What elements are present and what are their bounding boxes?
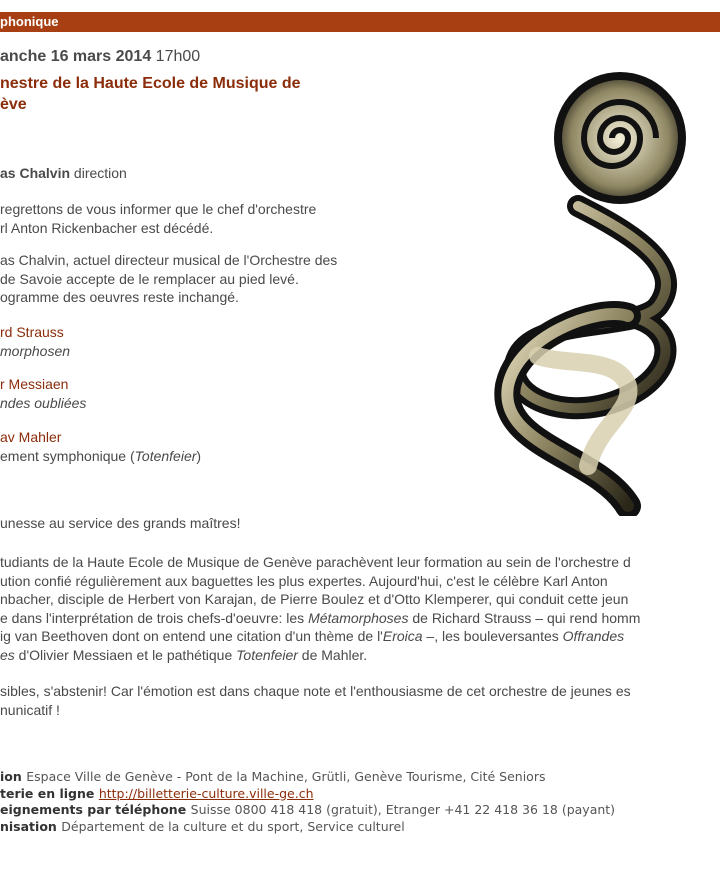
- program-item: [0, 375, 86, 412]
- info-row-phone: eignements par téléphone Suisse 0800 418 418 (gratuit), Etranger +41 22 418 36 18 (payant): [0, 802, 616, 817]
- notice-line: as Chalvin, actuel directeur musical de l'Orchestre des: [0, 252, 338, 268]
- composer-name: rd Strauss: [0, 324, 64, 340]
- info-row-organisation: nisation Département de la culture et du sport, Service culturel: [0, 818, 405, 834]
- conductor-role: direction: [73, 165, 127, 181]
- concert-date: [0, 48, 200, 66]
- time-text: 17h00: [155, 48, 201, 65]
- description-heading: unesse au service des grands maîtres!: [0, 515, 241, 531]
- notice-line: rl Anton Rickenbacher est décédé.: [0, 219, 214, 236]
- work-title: morphosen: [0, 342, 71, 359]
- composer-name: av Mahler: [0, 429, 62, 445]
- info-row-ticketing: terie en ligne http://billetterie-culture.ville-ge.ch: [0, 785, 314, 801]
- info-row-location: ion Espace Ville de Genève - Pont de la Machine, Grütli, Genève Tourisme, Cité Seniors: [0, 769, 546, 784]
- info-block: [0, 769, 615, 835]
- notice-line: regrettons de vous informer que le chef d'orchestre: [0, 201, 317, 217]
- direction: [0, 164, 127, 183]
- description-paragraph-1: tudiants de la Haute Ecole de Musique de Genève parachèvent leur formation au sein de l'orchestre d ution confié régulièrement aux baguettes les plus expertes. Aujourd'hui, c'est le célèbre Karl Anton nbacher, disciple de Herbert von Karajan, de Pierre Boulez et d'Otto Klemperer, qui conduit cette jeun e dans l'interprétation de trois chefs-d'oeuvre: les Métamorphoses de Richard Strauss – qui rend homm ig van Beethoven dont on entend une citation d'un thème de l'Eroica –, les bouleversantes Offrandes es d'Olivier Messiaen et le pathétique Totenfeier de Mahler.: [0, 554, 641, 663]
- date-text: anche 16 mars 2014: [0, 48, 152, 65]
- notice-line: de Savoie accepte de le remplacer au pied levé.: [0, 270, 299, 287]
- work-title: ndes oubliées: [0, 394, 87, 411]
- work-title: ement symphonique (Totenfeier): [0, 447, 202, 464]
- conductor-name: as Chalvin: [0, 165, 71, 181]
- ticketing-link[interactable]: http://billetterie-culture.ville-ge.ch: [98, 785, 314, 801]
- notice-line: ogramme des oeuvres reste inchangé.: [0, 289, 239, 305]
- program-item: [0, 323, 70, 360]
- program-item: [0, 428, 201, 465]
- title-line-2: ève: [0, 96, 27, 113]
- concert-title: [0, 73, 301, 115]
- composer-name: r Messiaen: [0, 376, 69, 392]
- notice-paragraph-1: [0, 200, 316, 237]
- banner-title: phonique: [0, 14, 59, 29]
- violin-scroll-illustration: [478, 66, 700, 516]
- title-line-1: nestre de la Haute Ecole de Musique de: [0, 75, 301, 92]
- description-paragraph-2: sibles, s'abstenir! Car l'émotion est dans chaque note et l'enthousiasme de cet orchestre de jeunes es nunicatif !: [0, 683, 631, 718]
- section-banner: [0, 12, 720, 32]
- notice-paragraph-2: [0, 251, 337, 307]
